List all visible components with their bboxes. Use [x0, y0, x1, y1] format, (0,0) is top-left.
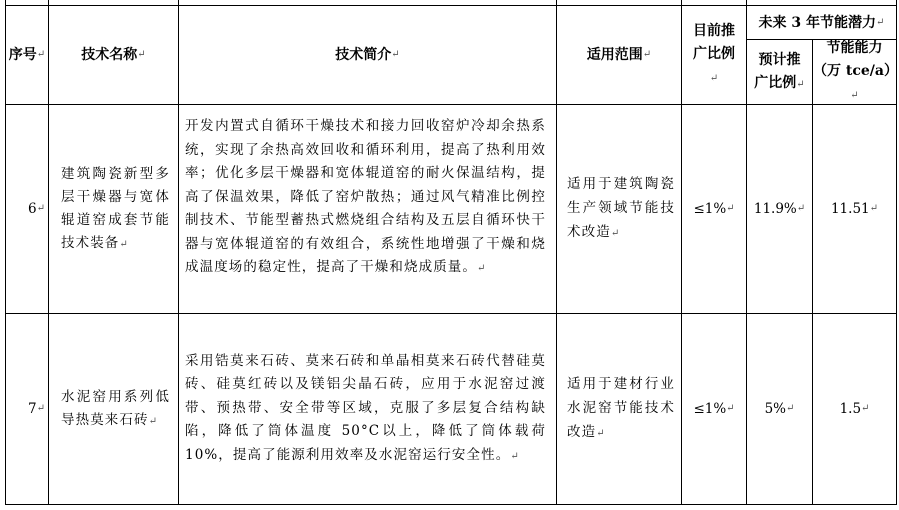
paragraph-mark: ↵: [796, 203, 806, 214]
row-intro-text: 采用锆莫来石砖、莫来石砖和单晶相莫来石砖代替硅莫砖、硅莫红砖以及镁铝尖晶石砖，应用于水泥窑过渡带、预热带、安全带等区域，克服了多层复合结构缺陷，降低了筒体温度 50°C以上，降低了筒体载荷10%，提高了能源利用效率及水泥窑运行安全性。: [185, 352, 546, 463]
paragraph-mark: ↵: [137, 49, 146, 60]
row-no-text: 6: [28, 201, 37, 217]
header-scope: [557, 6, 681, 104]
row-expected-ratio-text: 5%: [764, 401, 787, 417]
header-no: [6, 6, 48, 104]
table-row-7-no: [6, 314, 48, 504]
paragraph-mark: ↵: [869, 203, 879, 214]
paragraph-mark: ↵: [610, 228, 621, 239]
table-row-6-scope: [557, 105, 681, 313]
header-saving-capacity-line2: （万 tce/a）: [813, 63, 898, 79]
paragraph-mark: ↵: [876, 16, 885, 28]
header-scope-text: 适用范围: [586, 47, 643, 63]
paragraph-mark: ↵: [726, 403, 735, 414]
paragraph-mark: ↵: [726, 203, 735, 214]
row-name-text: 建筑陶瓷新型多层干燥器与宽体辊道窑成套节能技术装备: [61, 165, 170, 251]
table-row-6-current-ratio: [682, 105, 746, 313]
header-saving-capacity-line1: 节能能力: [826, 40, 883, 56]
row-saving-text: 11.51: [830, 201, 870, 217]
header-future-group-text: 未来 3 年节能潜力: [758, 14, 877, 31]
table-row-7-saving: [813, 314, 896, 504]
header-name: [49, 6, 178, 104]
table-row-6-no: [6, 105, 48, 313]
paragraph-mark: ↵: [709, 73, 719, 84]
paragraph-mark: ↵: [510, 450, 520, 462]
row-scope-text: 适用于建筑陶瓷生产领域节能技术改造: [567, 176, 675, 240]
row-scope-text: 适用于建材行业水泥窑节能技术改造: [567, 376, 675, 440]
paragraph-mark: ↵: [850, 90, 859, 101]
paragraph-mark: ↵: [477, 263, 487, 274]
table-row-7-expected-ratio: [747, 314, 812, 504]
header-no-text: 序号: [8, 47, 37, 63]
grid-line: [5, 504, 897, 505]
paragraph-mark: ↵: [36, 403, 45, 414]
table-row-6-expected-ratio: [747, 105, 812, 313]
row-intro-text: 开发内置式自循环干燥技术和接力回收窑炉冷却余热系统，实现了余热高效回收和循环利用，提高了热利用效率；优化多层干燥器和宽体辊道窑的耐火保温结构，提高了保温效果，降低了窑炉散热；通过风气精准比例控制技术、节能型蓄热式燃烧组合结构及五层自循环快干器与宽体辊道窑的有效组合，系统性地增强了干燥和烧成温度场的稳定性，提高了干燥和烧成质量。: [185, 118, 546, 275]
paragraph-mark: ↵: [148, 415, 159, 427]
paragraph-mark: ↵: [861, 403, 870, 414]
row-saving-text: 1.5: [839, 401, 862, 417]
header-expected-ratio: [747, 40, 812, 104]
table-row-6-saving: [813, 105, 896, 313]
row-name-text: 水泥窑用系列低导热莫来石砖: [61, 388, 170, 428]
header-saving-capacity: [813, 40, 896, 104]
table-row-7-name: [49, 314, 178, 504]
header-current-ratio: [682, 6, 746, 104]
paragraph-mark: ↵: [36, 49, 46, 60]
header-future-group: [747, 6, 896, 39]
paragraph-mark: ↵: [36, 203, 45, 214]
header-expected-ratio-text: 预计推广比例: [754, 51, 801, 91]
header-intro-text: 技术简介: [335, 47, 392, 63]
header-name-text: 技术名称: [81, 47, 138, 63]
table-row-6-name: [49, 105, 178, 313]
row-no-text: 7: [28, 401, 37, 417]
paragraph-mark: ↵: [391, 49, 400, 60]
header-intro: [179, 6, 556, 104]
table-row-6-intro: [179, 105, 556, 313]
table-row-7-current-ratio: [682, 314, 746, 504]
table-row-7-intro: [179, 314, 556, 504]
paragraph-mark: ↵: [119, 238, 129, 250]
paragraph-mark: ↵: [642, 49, 652, 60]
row-expected-ratio-text: 11.9%: [753, 201, 797, 217]
row-current-ratio-text: ≤1%: [693, 401, 727, 417]
paragraph-mark: ↵: [786, 403, 795, 414]
paragraph-mark: ↵: [596, 428, 606, 439]
row-current-ratio-text: ≤1%: [693, 201, 727, 217]
paragraph-mark: ↵: [796, 78, 805, 90]
table-row-7-scope: [557, 314, 681, 504]
header-current-ratio-text: 目前推广比例: [693, 23, 735, 62]
